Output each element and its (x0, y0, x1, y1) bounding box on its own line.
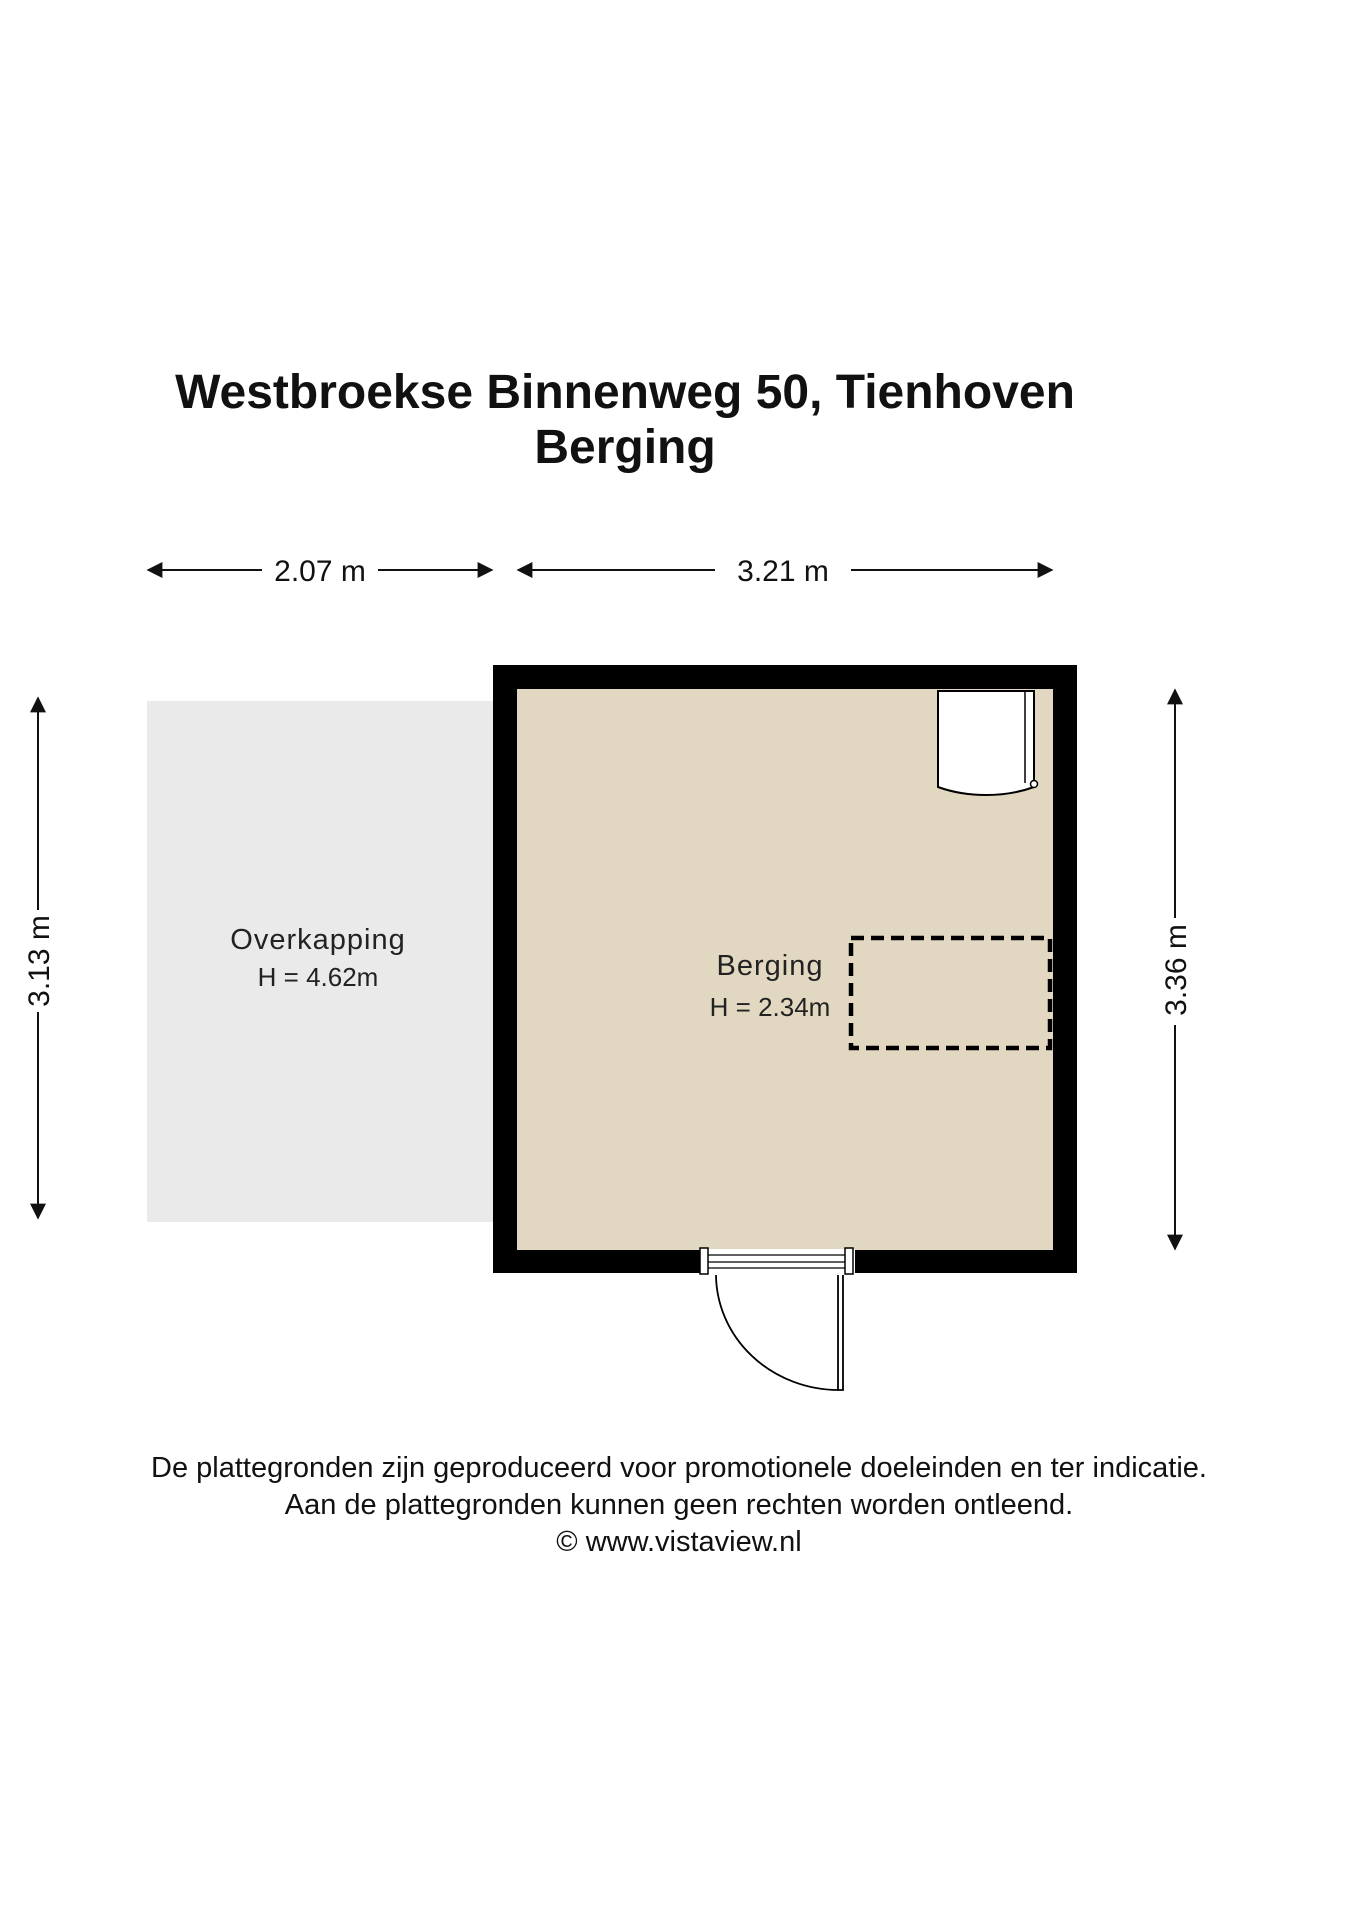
appliance-knob (1031, 781, 1038, 788)
room-label-overkapping: Overkapping (230, 924, 406, 956)
dimension-top-right-label: 3.21 m (737, 555, 829, 588)
plan-address-title: Westbroekse Binnenweg 50, Tienhoven (175, 366, 1075, 419)
room-height-overkapping: H = 4.62m (257, 962, 379, 992)
copyright-link[interactable]: © www.vistaview.nl (556, 1526, 802, 1558)
disclaimer-line-1: De plattegronden zijn geproduceerd voor promotionele doeleinden en ter indicatie. (151, 1452, 1207, 1484)
door-frame-right (845, 1248, 853, 1274)
dimension-top-left-label: 2.07 m (274, 555, 366, 588)
door-frame-left (700, 1248, 708, 1274)
door-leaf (838, 1275, 843, 1390)
appliance-unit (938, 691, 1034, 795)
disclaimer-line-2: Aan de plattegronden kunnen geen rechten worden ontleend. (284, 1489, 1074, 1521)
door-swing-arc (716, 1275, 838, 1390)
dimension-left-label: 3.13 m (23, 915, 56, 1007)
plan-floor-title: Berging (534, 421, 716, 474)
room-label-berging: Berging (716, 950, 824, 982)
room-height-berging: H = 2.34m (709, 992, 831, 1022)
dimension-right-label: 3.36 m (1160, 924, 1193, 1016)
